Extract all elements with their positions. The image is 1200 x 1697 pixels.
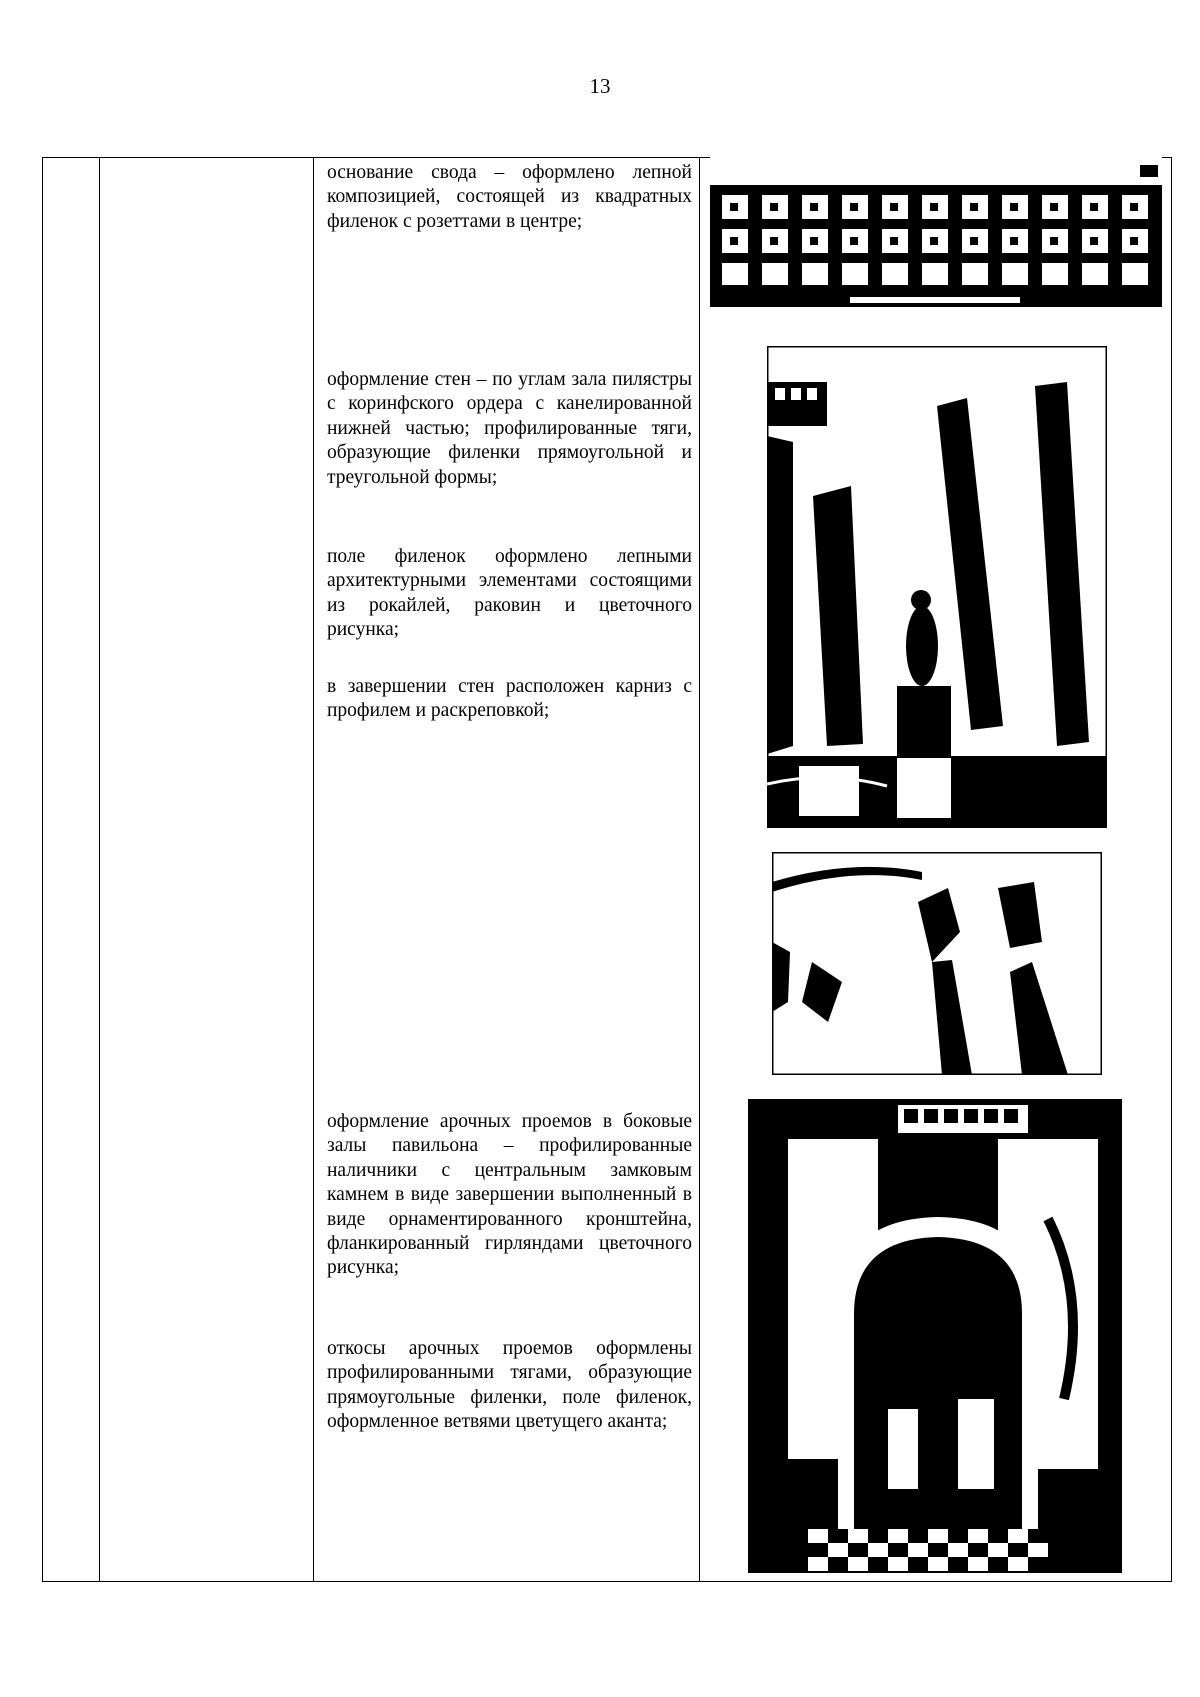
pilasters-photo (767, 346, 1107, 828)
column-divider-2 (313, 158, 314, 1581)
pilasters-photo-image (767, 346, 1107, 828)
paragraph-reveals: откосы арочных проемов оформлены профилированными тягами, образующие прямоугольные филенки, поле филенок, оформленное ветвями цветущего аканта; (327, 1338, 692, 1433)
arch-photo (748, 1099, 1122, 1573)
vault-photo-image (710, 157, 1162, 322)
paragraph-cornice: в завершении стен расположен карниз с профилем и раскреповкой; (327, 676, 692, 722)
paragraph-arches: оформление арочных проемов в боковые залы павильона – профилированные наличники с центральным замковым камнем в виде завершении выполненный в виде орнаментированного кронштейна, фланкированный гирляндами цветочного рисунка; (327, 1111, 692, 1279)
column-divider-1 (99, 158, 100, 1581)
arch-photo-image (748, 1099, 1122, 1573)
paragraph-panels: поле филенок оформлено лепными архитектурными элементами состоящими из рокайлей, раковин и цветочного рисунка; (327, 546, 692, 641)
page-number: 13 (589, 74, 611, 98)
capitals-photo-image (772, 852, 1102, 1075)
paragraph-walls: оформление стен – по углам зала пилястры с коринфского ордера с канелированной нижней частью; профилированные тяги, образующие филенки прямоугольной и треугольной формы; (327, 369, 692, 488)
capitals-photo (772, 852, 1102, 1075)
column-divider-3 (699, 158, 700, 1581)
vault-photo (710, 157, 1162, 322)
paragraph-vault: основание свода – оформлено лепной композицией, состоящей из квадратных филенок с розеттами в центре; (327, 162, 692, 232)
